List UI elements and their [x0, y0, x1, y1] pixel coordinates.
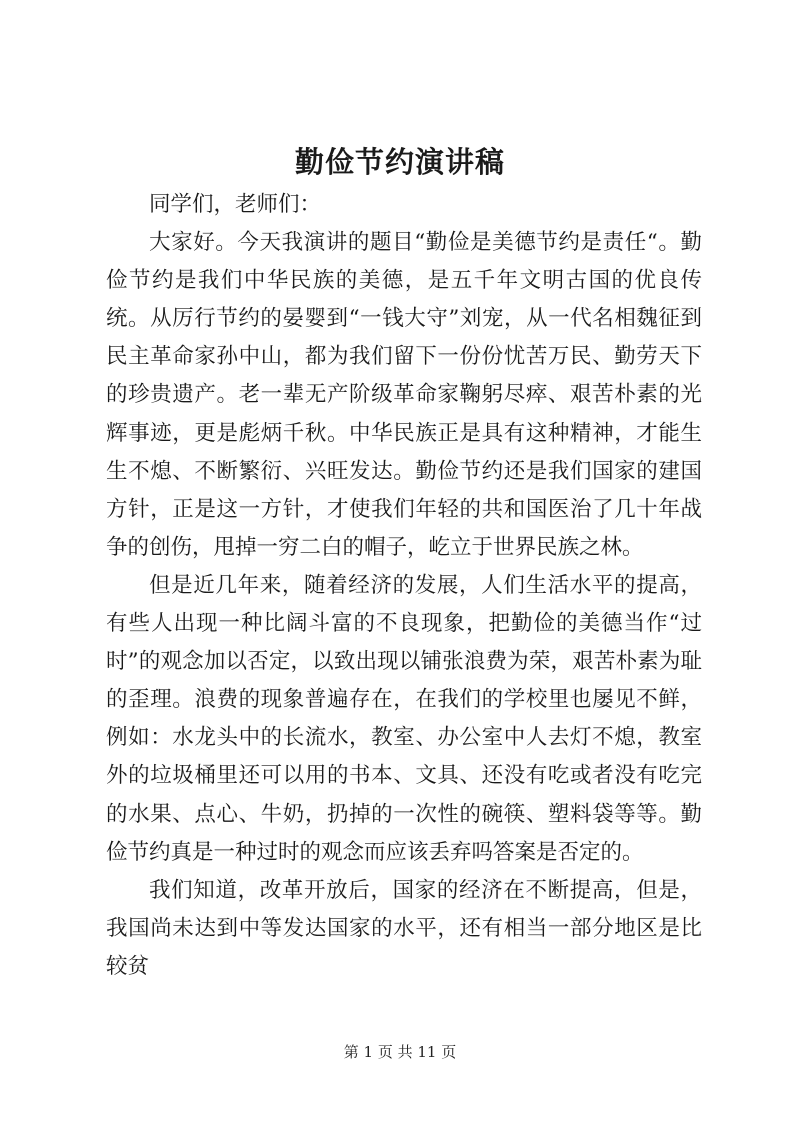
body-paragraph: 大家好。今天我演讲的题目“勤俭是美德节约是责任“。勤俭节约是我们中华民族的美德，是五千年文明古国的优良传统。从厉行节约的晏婴到“一钱大守”刘宠，从一代名相魏征到民主革命家孙中山，都为我们留下一份份忧苦万民、勤劳天下的珍贵遗产。老一辈无产阶级革命家鞠躬尽瘁、艰苦朴素的光辉事迹，更是彪炳千秋。中华民族正是具有这种精神，才能生生不熄、不断繁衍、兴旺发达。勤俭节约还是我们国家的建国方针，正是这一方针，才使我们年轻的共和国医治了几十年战争的创伤，甩掉一穷二白的帽子，屹立于世界民族之林。 [106, 230, 702, 560]
page-number-footer: 第 1 页 共 11 页 [343, 1043, 457, 1061]
body-paragraph: 但是近几年来，随着经济的发展，人们生活水平的提高，有些人出现一种比阔斗富的不良现象，把勤俭的美德当作“过时”的观念加以否定，以致出现以铺张浪费为荣，艰苦朴素为耻的歪理。浪费的现象普遍存在，在我们的学校里也屡见不鲜，例如：水龙头中的长流水，教室、办公室中人去灯不熄，教室外的垃圾桶里还可以用的书本、文具、还没有吃或者没有吃完的水果、点心、牛奶，扔掉的一次性的碗筷、塑料袋等等。勤俭节约真是一种过时的观念而应该丢弃吗答案是否定的。 [106, 572, 702, 865]
body-paragraph: 我们知道，改革开放后，国家的经济在不断提高，但是，我国尚未达到中等发达国家的水平，还有相当一部分地区是比较贫 [106, 877, 702, 979]
document-body [106, 186, 702, 986]
salutation-paragraph: 同学们，老师们： [149, 192, 322, 217]
document-title: 勤俭节约演讲稿 [294, 145, 505, 179]
